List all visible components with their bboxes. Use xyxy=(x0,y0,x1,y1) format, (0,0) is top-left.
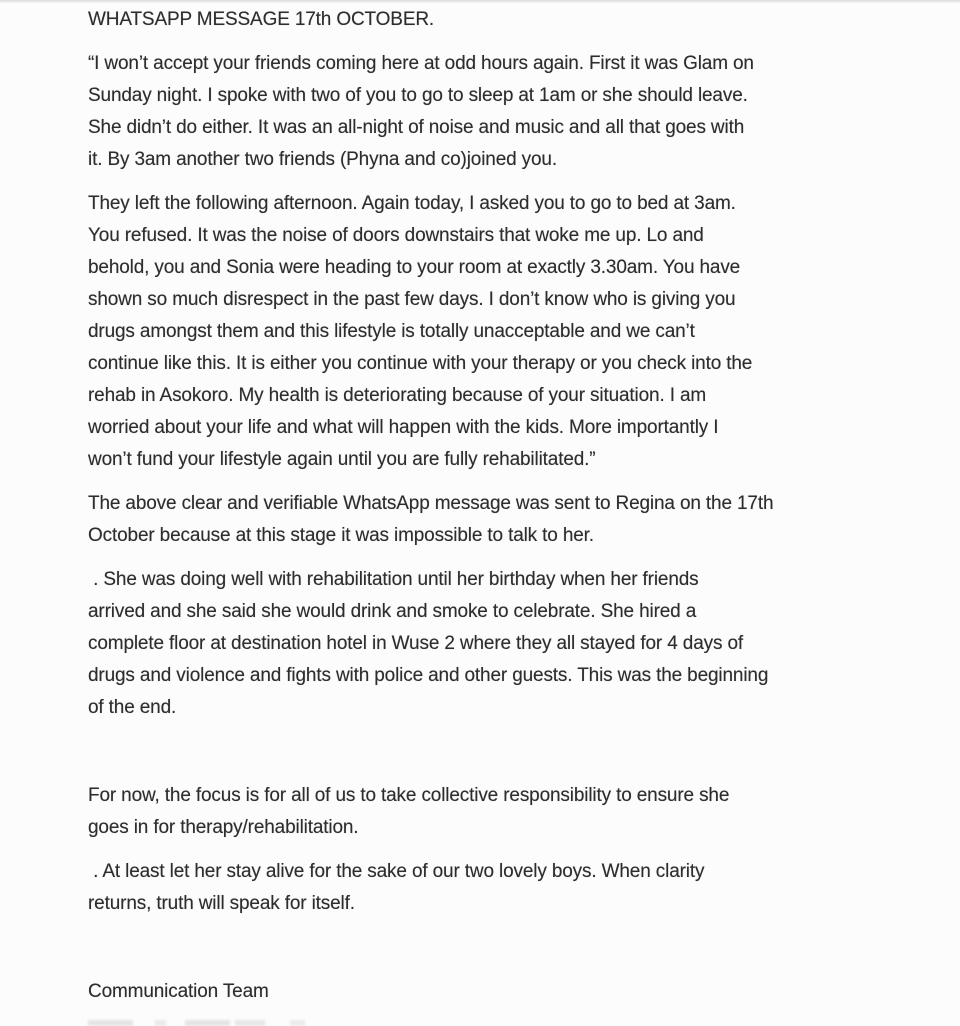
text-line: drugs and violence and fights with police and other guests. This was the beginning xyxy=(88,665,769,686)
text-line: For now, the focus is for all of us to take collective responsibility to ensure she xyxy=(88,785,730,806)
text-line: complete floor at destination hotel in Wuse 2 where they all stayed for 4 days of xyxy=(88,633,743,654)
text-line: goes in for therapy/rehabilitation. xyxy=(88,817,359,838)
blank-line xyxy=(88,736,900,768)
text-line: worried about your life and what will happen with the kids. More importantly I xyxy=(88,417,719,438)
text-line xyxy=(88,932,900,964)
text-line: The above clear and verifiable WhatsApp message was sent to Regina on the 17th xyxy=(88,493,774,514)
text-line: You refused. It was the noise of doors downstairs that woke me up. Lo and xyxy=(88,225,704,246)
document-title xyxy=(88,4,900,36)
whatsapp-quote-part-2 xyxy=(88,188,900,476)
blank-line xyxy=(88,932,900,964)
signature xyxy=(88,976,900,1008)
text-line: She didn’t do either. It was an all-night of noise and music and all that goes with xyxy=(88,117,745,138)
text-line: WHATSAPP MESSAGE 17th OCTOBER. xyxy=(88,9,435,30)
text-line: drugs amongst them and this lifestyle is totally unacceptable and we can’t xyxy=(88,321,695,342)
whatsapp-quote-part-1 xyxy=(88,48,900,176)
text-line: rehab in Asokoro. My health is deteriorating because of your situation. I am xyxy=(88,385,707,406)
text-line: Sunday night. I spoke with two of you to go to sleep at 1am or she should leave. xyxy=(88,85,748,106)
text-line: . She was doing well with rehabilitation until her birthday when her friends xyxy=(88,569,699,590)
closing-appeal-paragraph xyxy=(88,856,900,920)
text-line: October because at this stage it was impossible to talk to her. xyxy=(88,525,594,546)
document-body xyxy=(88,48,900,964)
text-line: Communication Team xyxy=(88,981,269,1002)
collective-responsibility-paragraph xyxy=(88,780,900,844)
text-line: of the end. xyxy=(88,697,177,718)
context-paragraph xyxy=(88,488,900,552)
document-page xyxy=(0,3,960,1026)
birthday-incident-paragraph xyxy=(88,564,900,724)
text-line xyxy=(88,736,900,768)
text-line: returns, truth will speak for itself. xyxy=(88,893,355,914)
text-line: it. By 3am another two friends (Phyna and co)joined you. xyxy=(88,149,557,170)
text-line: arrived and she said she would drink and smoke to celebrate. She hired a xyxy=(88,601,697,622)
text-line: shown so much disrespect in the past few days. I don’t know who is giving you xyxy=(88,289,736,310)
text-line: behold, you and Sonia were heading to your room at exactly 3.30am. You have xyxy=(88,257,741,278)
text-line: “I won’t accept your friends coming here at odd hours again. First it was Glam on xyxy=(88,53,754,74)
cutoff-text-line xyxy=(88,1020,318,1026)
text-line: They left the following afternoon. Again today, I asked you to go to bed at 3am. xyxy=(88,193,736,214)
text-line: . At least let her stay alive for the sake of our two lovely boys. When clarity xyxy=(88,861,705,882)
text-line: continue like this. It is either you continue with your therapy or you check into the xyxy=(88,353,753,374)
text-line: won’t fund your lifestyle again until you are fully rehabilitated.” xyxy=(88,449,596,470)
